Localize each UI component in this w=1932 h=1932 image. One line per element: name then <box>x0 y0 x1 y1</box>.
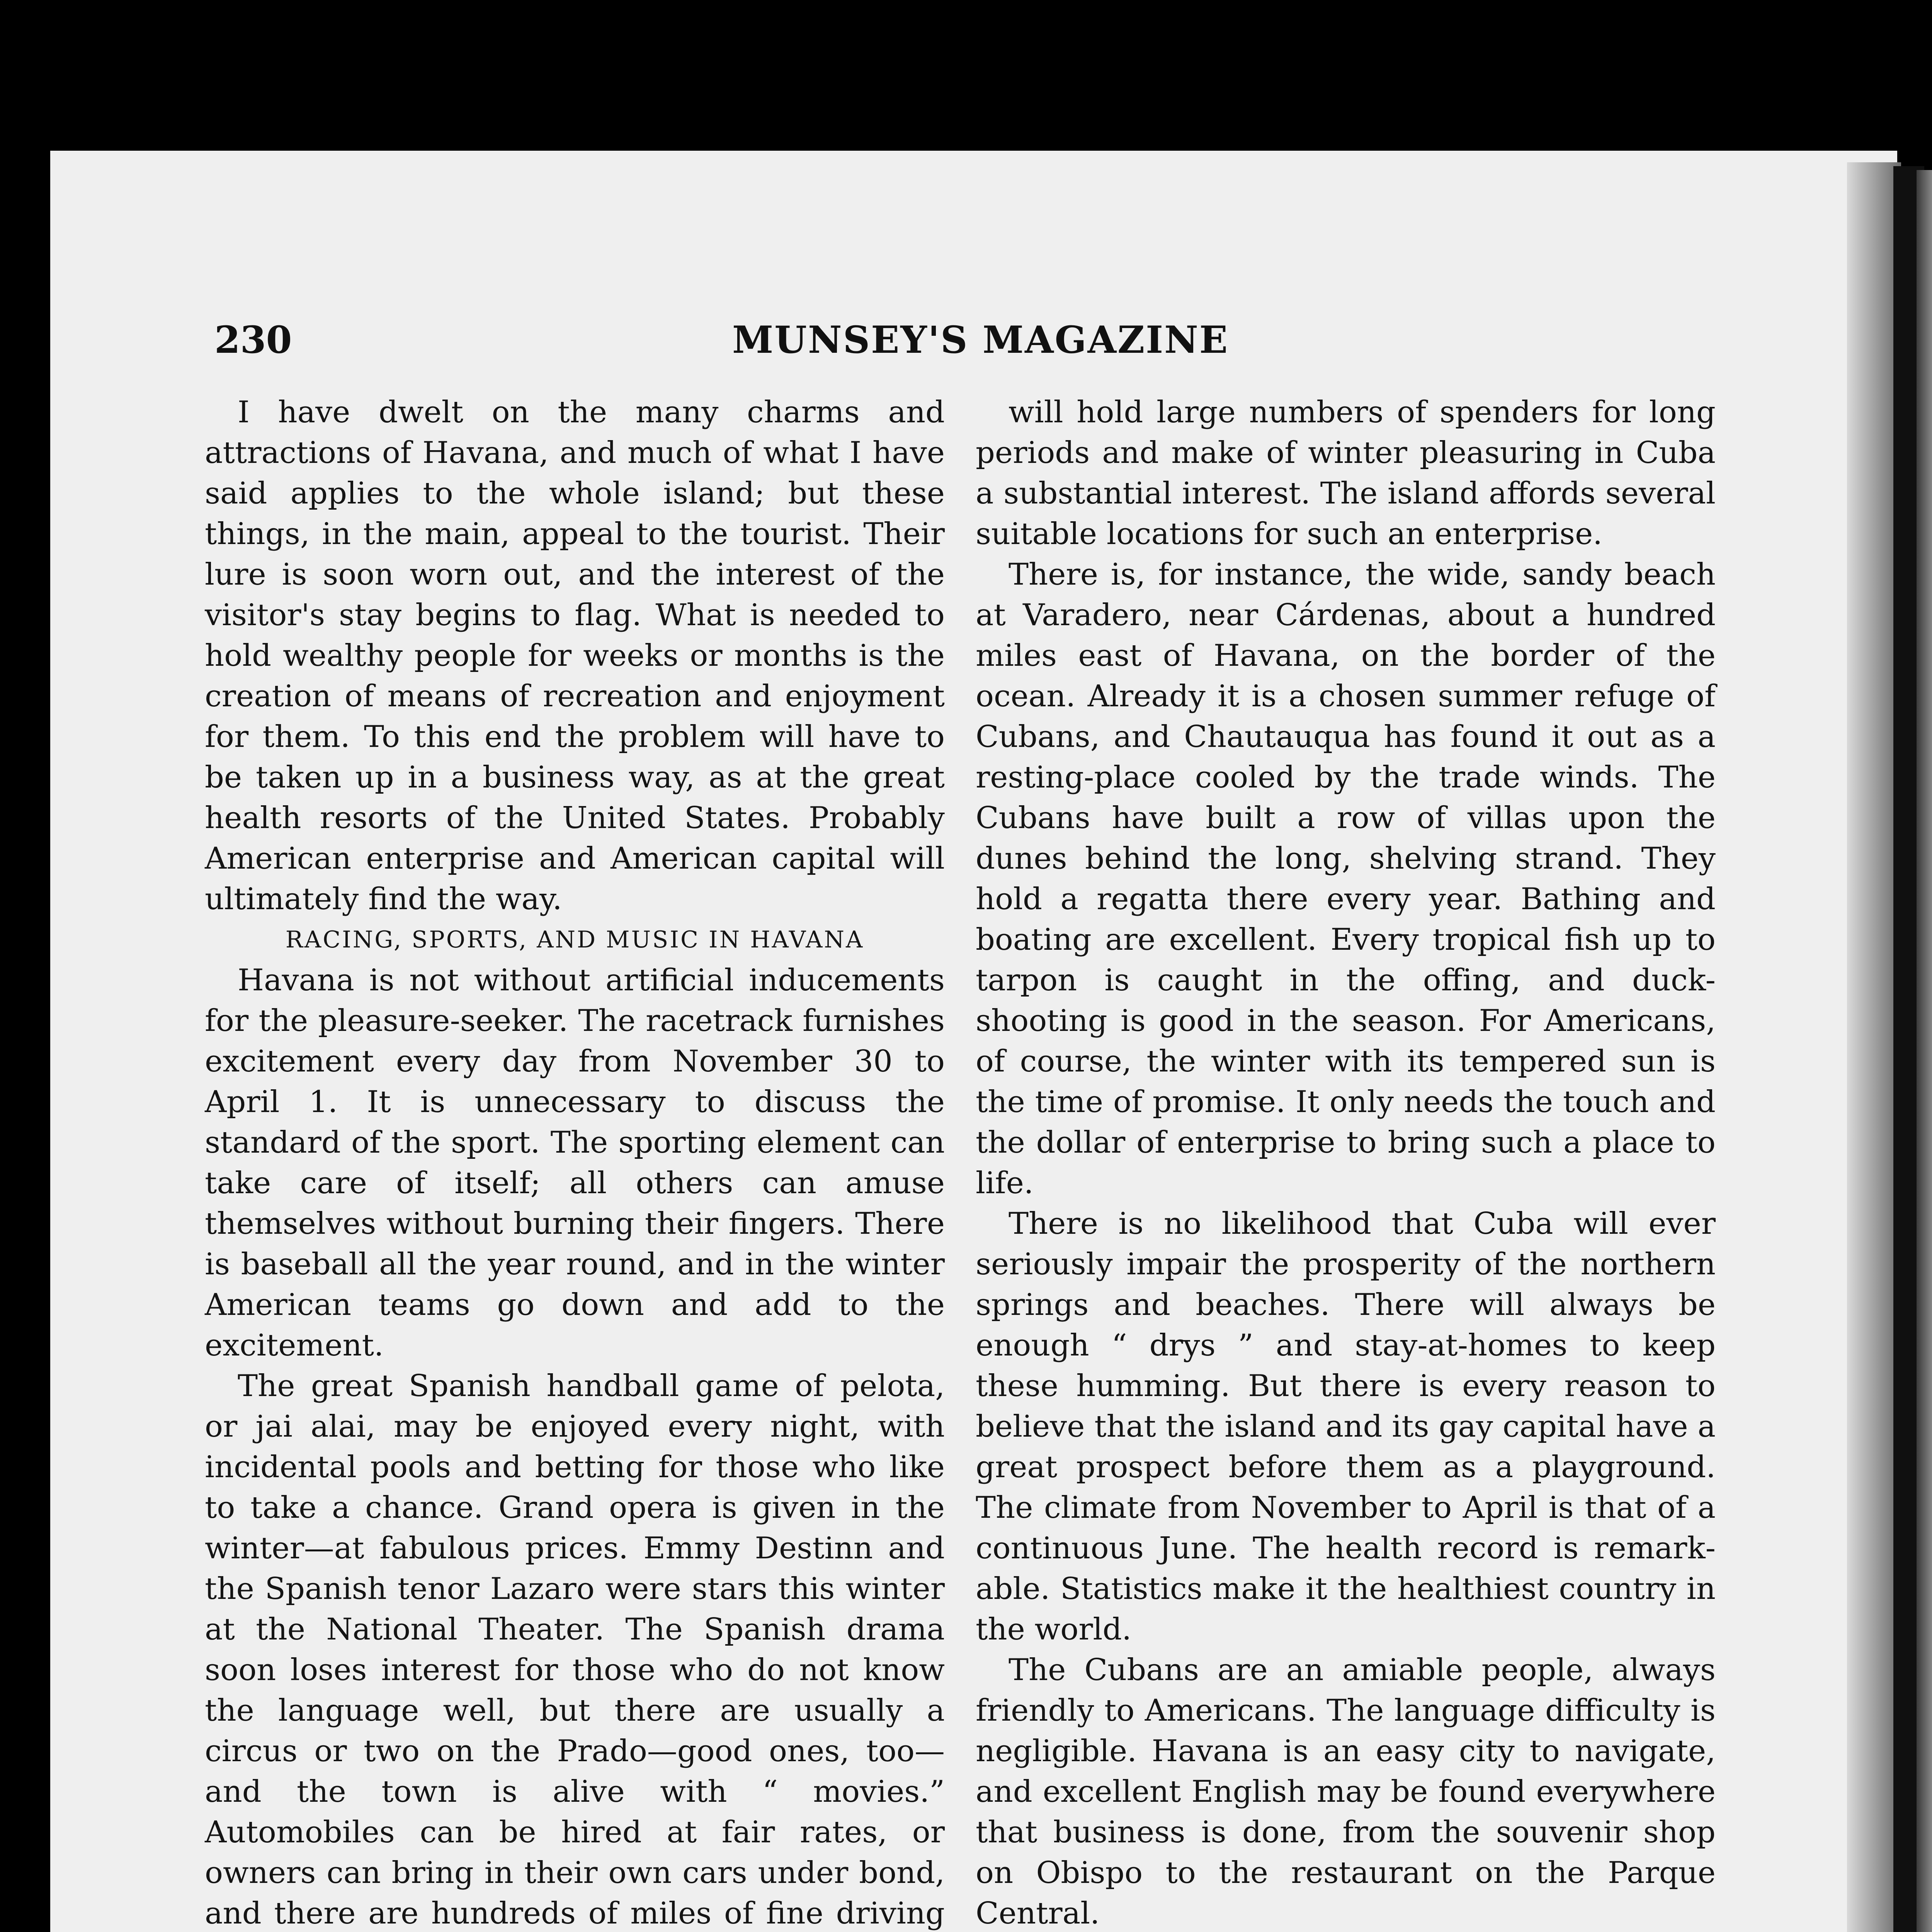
paragraph: I have dwelt on the many charms and attractions of Havana, and much of what I have said applies to the whole island; but these things, in the main, appeal to the tourist. Their lure is soon worn out, and the interest of the visitor's stay begins to flag. What is needed to hold wealthy people for weeks or months is the creation of means of recreation and enjoyment for them. To this end the problem will have to be taken up in a business way, as at the great health resorts of the United States. Probably American enterprise and American capital will ultimately find the way. <box>205 395 945 917</box>
paragraph: The great Spanish handball game of pelota, or jai alai, may be enjoyed every night, with incidental pools and betting for those who like to take a chance. Grand opera is given in the winter—at fabulous prices. Emmy Destinn and the Spanish tenor Lazaro were stars this winter at the National Theater. The Spanish drama soon loses interest for those who do not know the language well, but there are usually a circus or two on the Prado—good ones, too—and the town is alive with “ movies.” Automobiles can be hired at fair rates, or owners can bring in their own cars under bond, and there are hundreds of miles of fine driving <box>205 1369 945 1931</box>
paragraph: will hold large numbers of spenders for long periods and make of winter pleasuring in Cuba a substantial interest. The island affords several suitable locations for such an enterprise. <box>976 395 1716 551</box>
page-edge-shadow <box>1847 162 1901 1932</box>
paragraph: The Cubans are an amiable people, always friendly to Americans. The language difficulty is negligible. Havana is an easy city to navigate, and excellent English may be found everywhere that business is done, from the souvenir shop on Obispo to the restaurant on the Parque Central. <box>976 1653 1716 1931</box>
paragraph: There is no likelihood that Cuba will ever seriously impair the prosperity of the northern springs and beaches. There will always be enough “ drys ” and stay-at-homes to keep these humming. But there is every reason to believe that the island and its gay capital have a great prospect before them as a playground. The climate from November to April is that of a continuous June. The health record is remarkable. Statistics make it the healthiest country in the world. <box>976 1206 1716 1647</box>
page-number: 230 <box>214 318 292 362</box>
paragraph: There is, for instance, the wide, sandy beach at Varadero, near Cárdenas, about a hundred miles east of Havana, on the border of the ocean. Already it is a chosen summer refuge of Cubans, and Chautauqua has found it out as a resting-place cooled by the trade winds. The Cubans have built a row of villas upon the dunes behind the long, shelving strand. They hold a regatta there every year. Bathing and boating are excellent. Every tropical fish up to tarpon is caught in the offing, and duck-shooting is good in the season. For Americans, of course, the winter with its tempered sun is the time of promise. It only needs the touch and the dollar of enterprise to bring such a place to life. <box>976 557 1716 1201</box>
facing-page-edge <box>1917 170 1932 1932</box>
right-column <box>976 392 1716 1932</box>
section-heading: RACING, SPORTS, AND MUSIC IN HAVANA <box>285 926 864 953</box>
left-column <box>205 392 945 1932</box>
running-title: MUNSEY'S MAGAZINE <box>732 318 1229 362</box>
paragraph: Havana is not without artificial inducements for the pleasure-seeker. The racetrack furnishes excitement every day from November 30 to April 1. It is unnecessary to discuss the standard of the sport. The sporting element can take care of itself; all others can amuse themselves without burning their fingers. There is baseball all the year round, and in the winter American teams go down and add to the excitement. <box>205 963 945 1363</box>
